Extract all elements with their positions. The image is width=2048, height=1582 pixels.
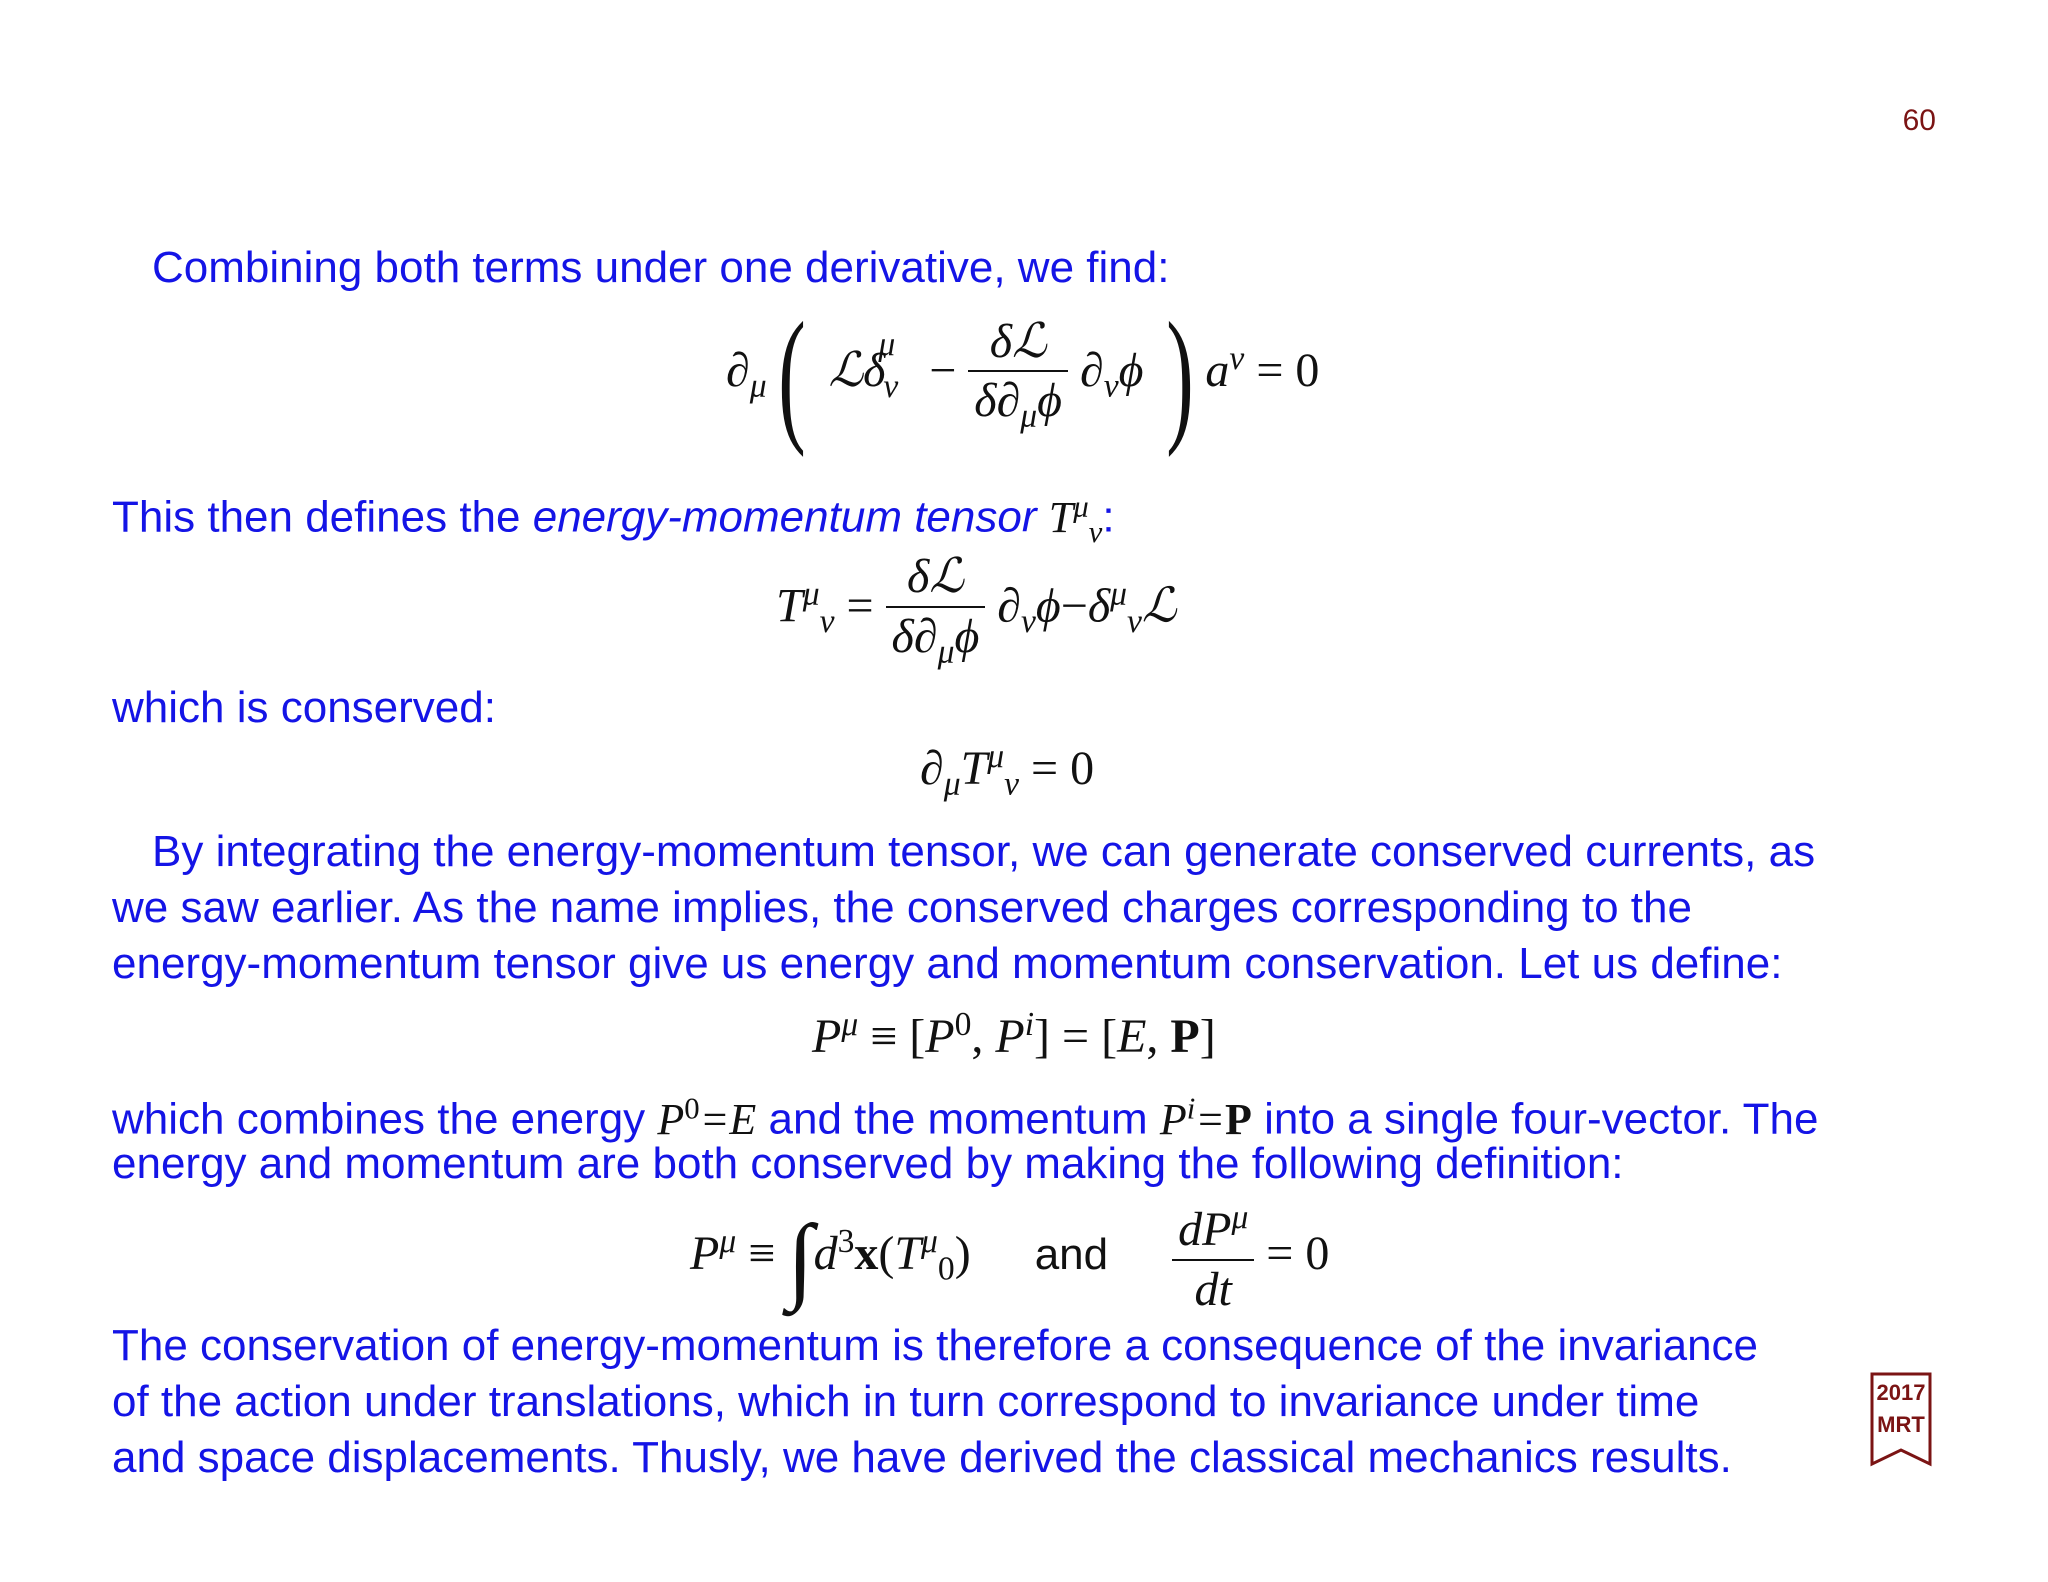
tensor-symbol: $T^\mu_\nu$ [1048,489,1103,549]
energy-symbol: $P^0=E$ [657,1091,757,1144]
paragraph-combines-line2: energy and momentum are both conserved by making the following definition: [112,1139,1624,1188]
paragraph-integrating-line2: we saw earlier. As the name implies, the conserved charges corresponding to the [112,883,1692,932]
paragraph-integrating-line1: By integrating the energy-momentum tensor, we can generate conserved currents, as [152,827,1816,876]
stamp-initials: MRT [1877,1412,1925,1437]
equation-conservation: $\partial_\mu T^\mu_\nu = 0$ [920,738,1095,803]
combines-text-a: which combines the energy [112,1094,658,1144]
defines-italic: energy-momentum tensor [532,492,1037,542]
equation-momentum-integral: $P^\mu \equiv \int d^3x(T^\mu_0)$ and $\frac{dP^\mu}{dt}$ = 0 [690,1199,1330,1316]
equation-combined-derivative: $\partial_\mu$( ℒδ$_\nu^\mu$ − $\frac{\text{δℒ}}{\delta\partial_\mu\phi}$ $\partial_\nu\phi$ ) $a^\nu = 0$ [726,292,1320,458]
and-word: and [1034,1230,1109,1280]
defines-text: This then defines the [112,492,533,542]
combines-text-c: into a single four-vector. The [1251,1094,1819,1144]
momentum-symbol: $P^i=P$ [1159,1091,1252,1144]
equation-tensor-definition: $T^\mu_\nu$ = $\frac{\text{δℒ}}{\delta\partial_\mu\phi}$ $\partial_\nu\phi-\delta^\mu_\nu ℒ$ [776,550,1177,671]
equation-four-momentum: $P^\mu \equiv [P^0$, $P^i] = [E$, P] [812,1006,1216,1063]
combines-text-b: and the momentum [756,1094,1160,1144]
defines-colon: : [1102,492,1115,542]
paragraph-conserved: which is conserved: [112,683,496,732]
paragraph-conclusion-line2: of the action under translations, which in turn correspond to invariance under time [112,1377,1700,1426]
paragraph-conclusion-line3: and space displacements. Thusly, we have derived the classical mechanics results. [112,1433,1732,1482]
page-number: 60 [1902,104,1936,137]
paragraph-combining: Combining both terms under one derivative, we find: [152,243,1170,292]
paragraph-conclusion-line1: The conservation of energy-momentum is therefore a consequence of the invariance [112,1321,1759,1370]
paragraph-integrating-line3: energy-momentum tensor give us energy and momentum conservation. Let us define: [112,939,1783,988]
stamp-year: 2017 [1876,1380,1926,1405]
mrt-stamp [1870,1372,1932,1468]
